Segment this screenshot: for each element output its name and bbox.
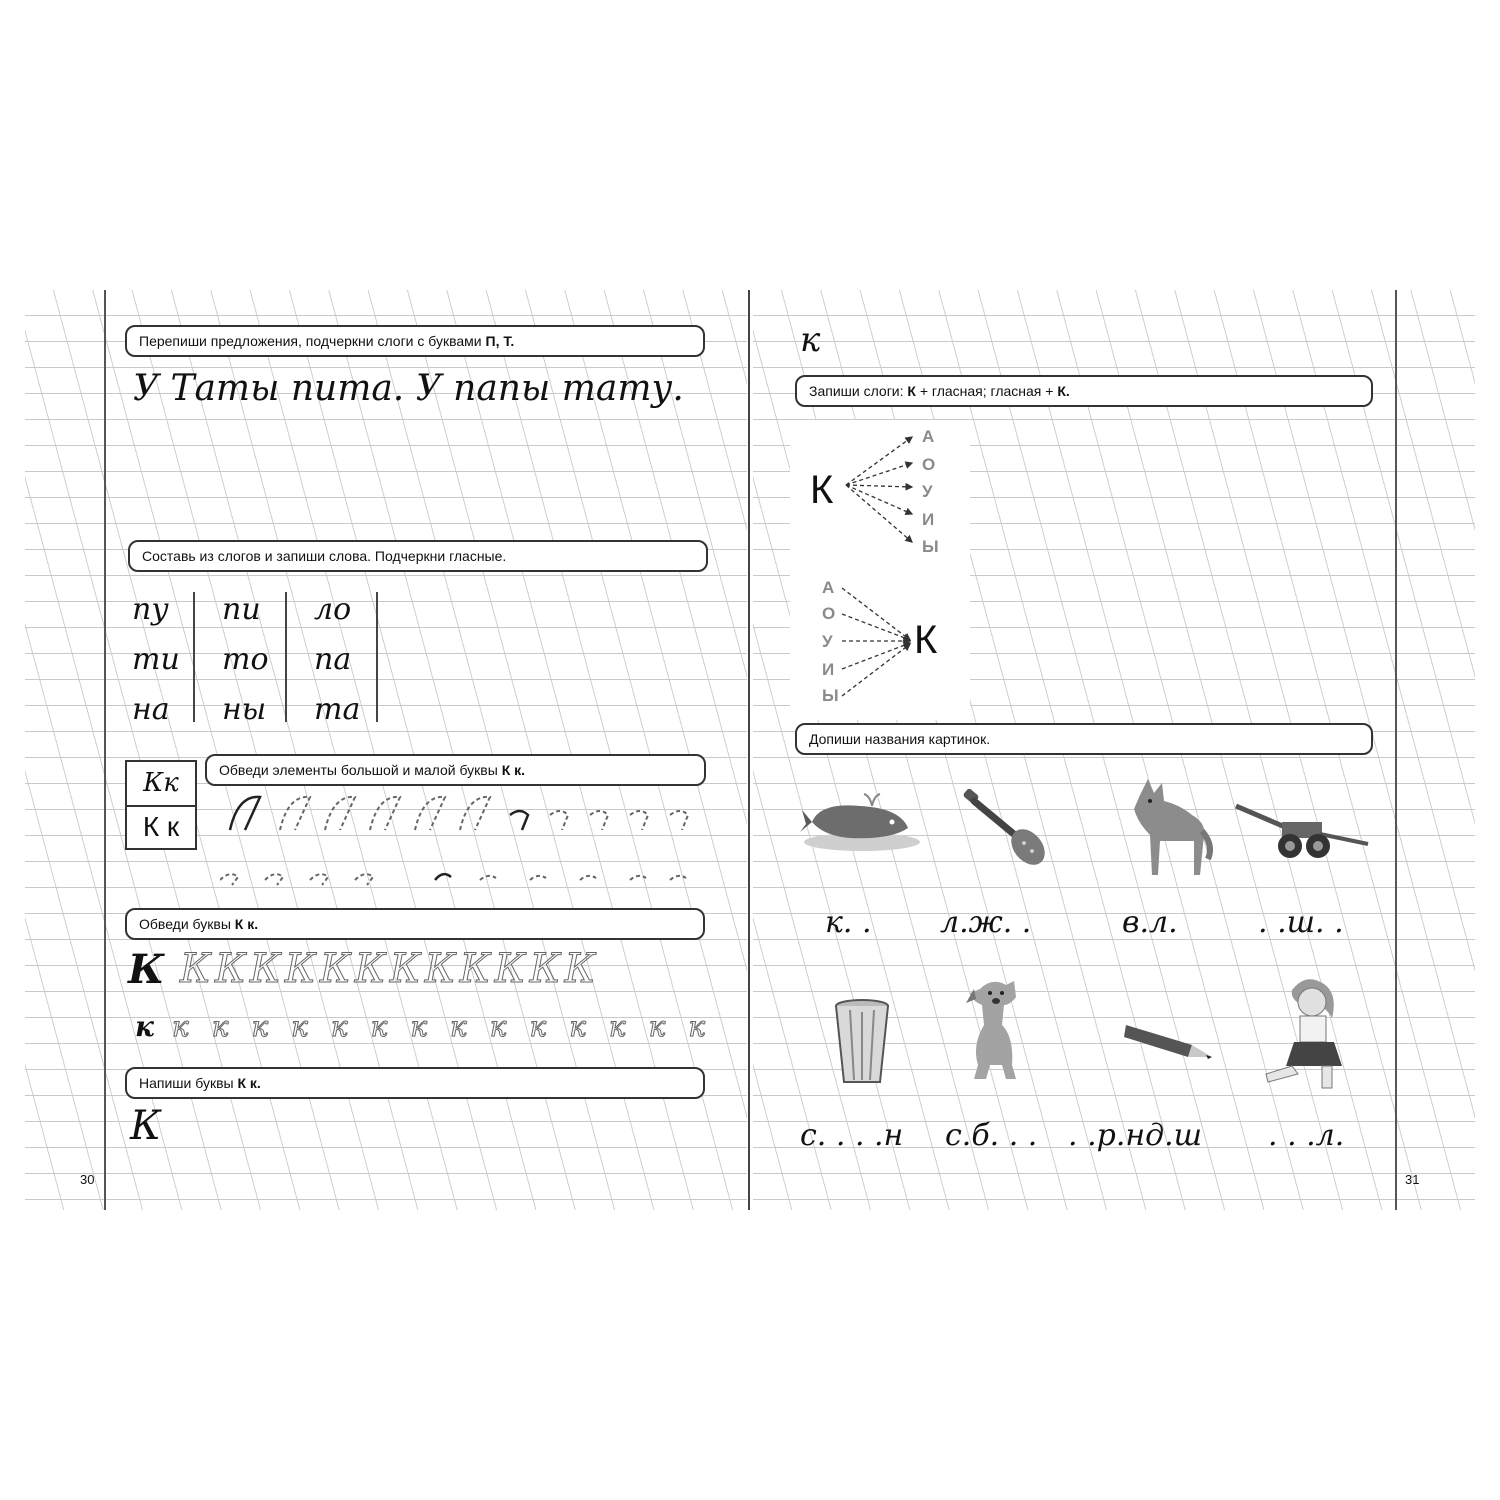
task-text: Перепиши предложения, подчеркни слоги с буквами bbox=[139, 333, 486, 349]
grid-divider bbox=[193, 592, 195, 722]
bucket-icon bbox=[832, 998, 892, 1086]
syllable: пи bbox=[222, 592, 261, 627]
answer-word[interactable]: в.л. bbox=[1122, 905, 1178, 940]
vowel: Ы bbox=[822, 686, 839, 705]
syllable: па bbox=[314, 642, 352, 677]
vowel: А bbox=[822, 578, 835, 597]
trace-stroke bbox=[265, 874, 283, 885]
vowel: А bbox=[922, 427, 935, 446]
trace-stroke bbox=[370, 797, 400, 830]
task-write-letters bbox=[125, 1067, 705, 1099]
syllable: пу bbox=[132, 592, 169, 627]
task-text: Допиши названия картинок. bbox=[809, 731, 991, 747]
spoon-icon bbox=[960, 785, 1055, 870]
answer-word[interactable]: . .ш. . bbox=[1258, 905, 1344, 940]
trace-stroke bbox=[355, 874, 373, 885]
trace-letters-lower: кккккккккккккк bbox=[172, 1010, 729, 1043]
syllable: то bbox=[222, 642, 269, 677]
letter-script: Кк bbox=[127, 762, 195, 807]
syllable-grid bbox=[130, 592, 380, 727]
task-text: Запиши слоги: bbox=[809, 383, 908, 399]
letter-print: К к bbox=[142, 811, 180, 842]
left-margin-line bbox=[104, 290, 106, 1210]
task-trace-elements bbox=[205, 754, 706, 786]
trace-letters-upper: КККККККККККК bbox=[180, 946, 600, 992]
vowel: О bbox=[922, 455, 936, 474]
task-complete-names bbox=[795, 723, 1373, 755]
sample-letter-upper: К bbox=[128, 946, 165, 993]
answer-word[interactable]: л.ж. . bbox=[940, 905, 1032, 940]
trace-stroke bbox=[630, 876, 646, 880]
trace-stroke bbox=[670, 811, 688, 830]
trace-stroke bbox=[220, 874, 238, 885]
vowel: У bbox=[822, 632, 833, 651]
trace-stroke bbox=[530, 876, 546, 880]
task-bold: К bbox=[907, 383, 916, 399]
trace-stroke bbox=[325, 797, 355, 830]
pencil-icon bbox=[1122, 1015, 1217, 1065]
vowel: Ы bbox=[922, 537, 939, 556]
task-bold: П, Т. bbox=[485, 333, 515, 349]
sample-stroke bbox=[230, 797, 260, 830]
trace-stroke bbox=[415, 797, 445, 830]
trace-stroke bbox=[670, 876, 686, 880]
answer-word[interactable]: . . .л. bbox=[1268, 1118, 1345, 1153]
page-fold bbox=[748, 290, 750, 1210]
trace-stroke bbox=[480, 876, 496, 880]
task-bold: К к. bbox=[237, 1075, 261, 1091]
task-bold: К к. bbox=[501, 762, 526, 778]
task-write-syllables bbox=[795, 375, 1373, 407]
task-trace-letters bbox=[125, 908, 705, 940]
trace-stroke bbox=[280, 797, 310, 830]
sample-stroke bbox=[435, 874, 451, 880]
vowel: И bbox=[822, 660, 835, 679]
vowel: И bbox=[922, 510, 935, 529]
wolf-icon bbox=[1120, 775, 1215, 885]
answer-word[interactable]: . .р.нд.ш bbox=[1068, 1118, 1203, 1153]
arrows-k-to-vowels bbox=[840, 430, 920, 550]
task-compose-words bbox=[128, 540, 708, 572]
task-bold: К к. bbox=[234, 916, 259, 932]
whale-icon bbox=[800, 792, 922, 854]
trace-stroke bbox=[590, 811, 608, 830]
page-number-left: 30 bbox=[80, 1172, 95, 1187]
task-text: Составь из слогов и запиши слова. Подчеркни гласные. bbox=[142, 548, 507, 564]
syllable: ны bbox=[222, 692, 267, 727]
task-text: Обведи элементы большой и малой буквы bbox=[219, 762, 502, 778]
vowel: О bbox=[822, 604, 836, 623]
answer-word[interactable]: с.б. . . bbox=[945, 1118, 1038, 1153]
right-margin-line bbox=[1395, 290, 1397, 1210]
doll-icon bbox=[1262, 970, 1362, 1095]
sample-stroke bbox=[510, 811, 528, 830]
trace-elements bbox=[220, 785, 700, 895]
write-letter-sample: К bbox=[130, 1103, 161, 1149]
trace-stroke bbox=[580, 876, 596, 880]
letter-sample-box bbox=[125, 760, 197, 850]
sample-letter-lower: к bbox=[135, 1010, 154, 1043]
trace-stroke bbox=[310, 874, 328, 885]
trace-stroke bbox=[460, 797, 490, 830]
grid-divider bbox=[376, 592, 378, 722]
task-copy-sentences bbox=[125, 325, 705, 357]
syllable: та bbox=[314, 692, 361, 727]
grid-divider bbox=[285, 592, 287, 722]
answer-word[interactable]: с. . . .н bbox=[800, 1118, 904, 1153]
syllable: ти bbox=[132, 642, 180, 677]
trace-stroke bbox=[550, 811, 568, 830]
task-bold: К. bbox=[1057, 383, 1070, 399]
answer-word[interactable]: к. . bbox=[825, 905, 872, 940]
task-text: Обведи буквы bbox=[139, 916, 235, 932]
syllable: ло bbox=[314, 592, 352, 627]
page-number-right: 31 bbox=[1405, 1172, 1420, 1187]
consonant-letter: К bbox=[914, 618, 938, 662]
arrows-vowels-to-k bbox=[838, 580, 918, 705]
dog-icon bbox=[962, 975, 1032, 1087]
cannon-icon bbox=[1232, 800, 1374, 860]
vowel: У bbox=[922, 482, 933, 501]
syllable: на bbox=[132, 692, 170, 727]
consonant-letter: К bbox=[810, 468, 834, 512]
task-text: + гласная; гласная + bbox=[915, 383, 1058, 399]
task-text: Напиши буквы bbox=[139, 1075, 238, 1091]
top-letter: к bbox=[800, 320, 821, 360]
sentence-script: У Таты пита. У папы тату. bbox=[133, 368, 684, 409]
trace-stroke bbox=[630, 811, 648, 830]
